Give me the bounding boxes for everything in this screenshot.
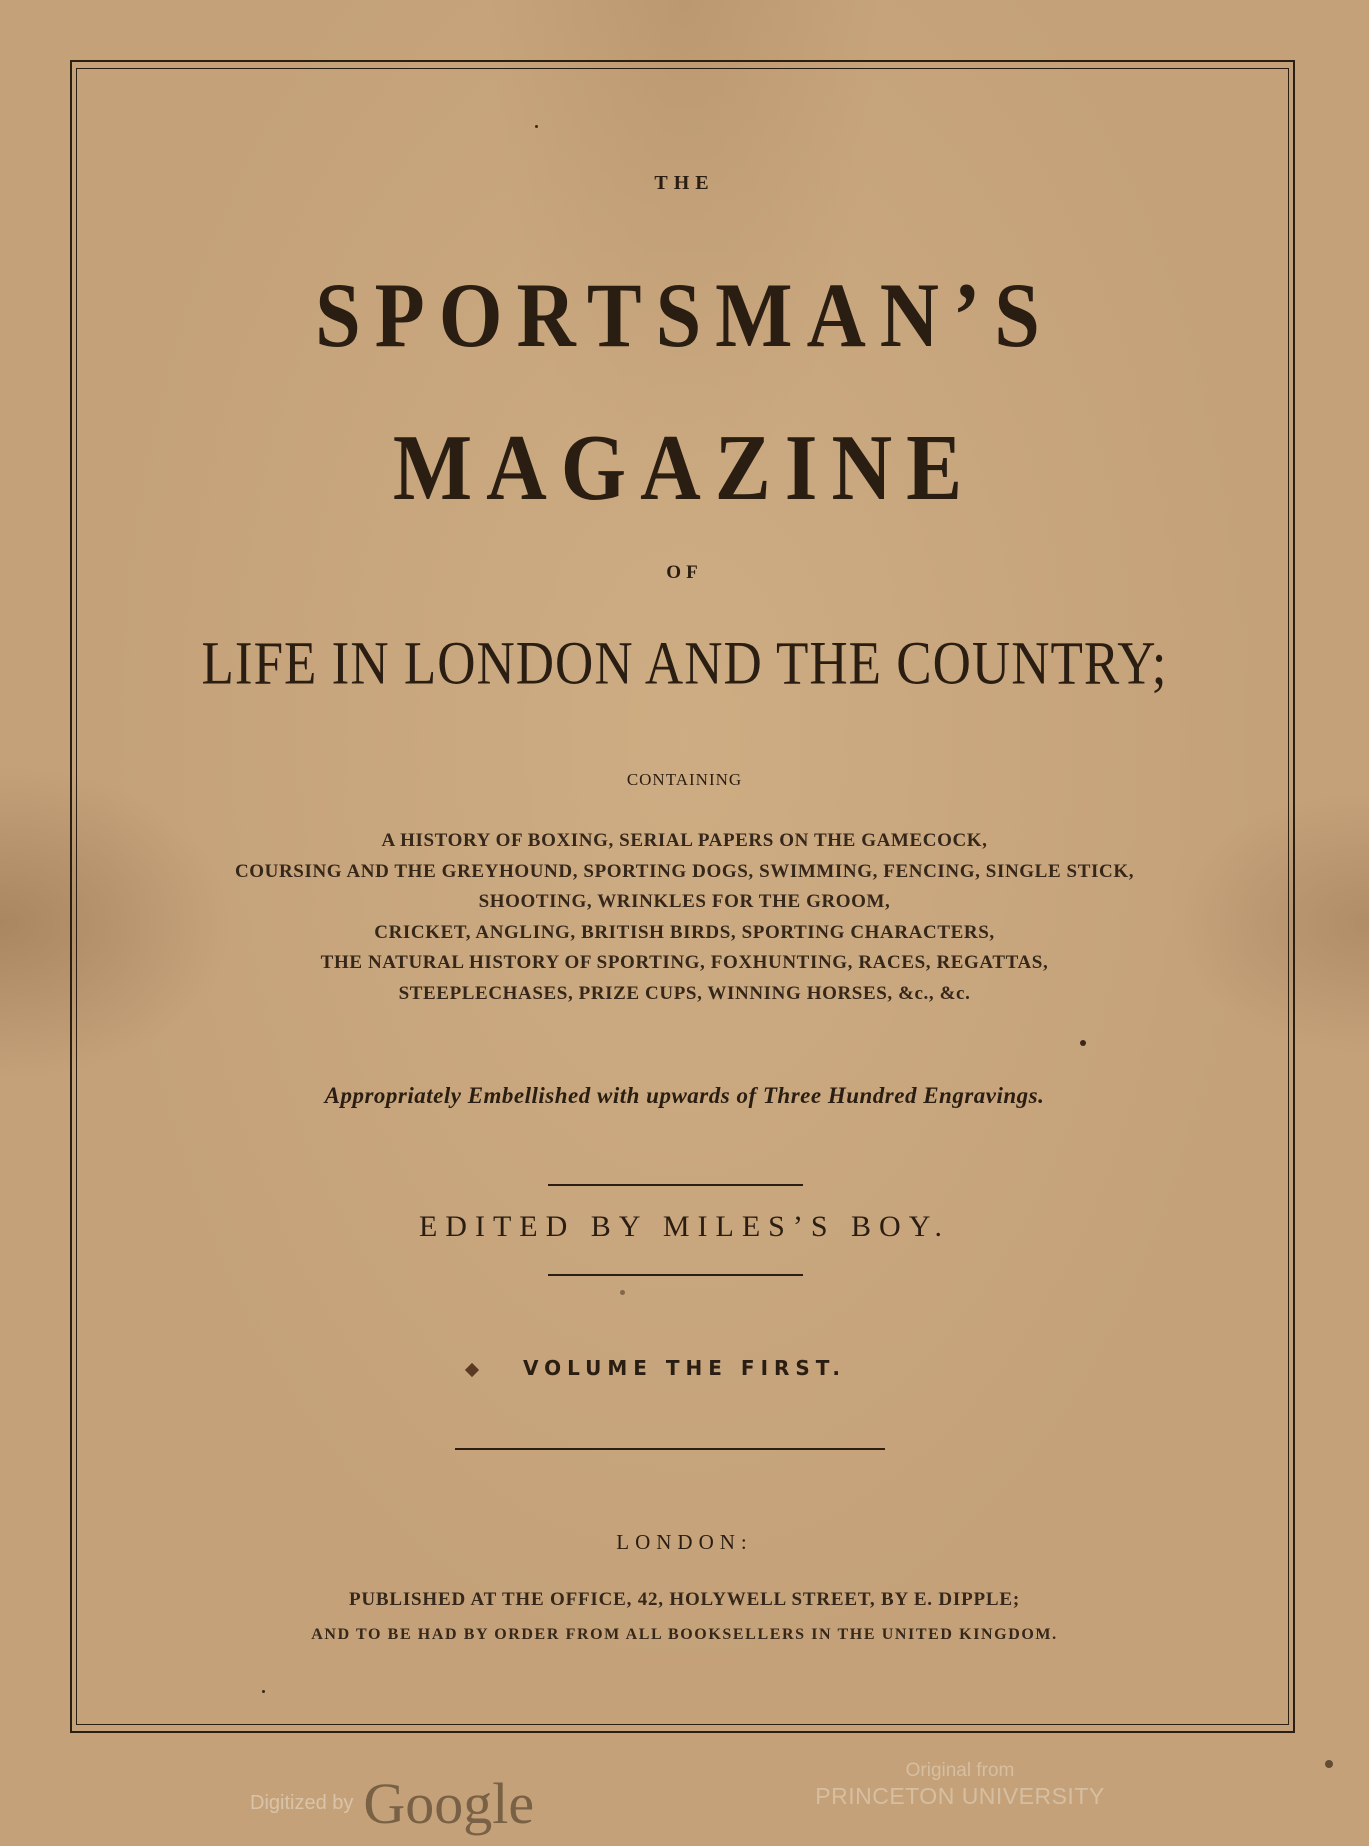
embellishment-note: Appropriately Embellished with upwards of Three Hundred Engravings.: [324, 1083, 1045, 1108]
contents-line: THE NATURAL HISTORY OF SPORTING, FOXHUNTING, RACES, REGATTAS,: [320, 952, 1049, 973]
volume-line: VOLUME THE FIRST.: [522, 1356, 847, 1380]
digitized-by-label: Digitized by: [250, 1792, 354, 1814]
title-line-2: MAGAZINE: [392, 416, 977, 521]
contents-line: STEEPLECHASES, PRIZE CUPS, WINNING HORSES, &c., &c.: [398, 982, 971, 1004]
imprint-place: LONDON:: [616, 1530, 753, 1554]
subtitle: LIFE IN LONDON AND THE COUNTRY;: [201, 630, 1168, 698]
imprint-publisher: PUBLISHED AT THE OFFICE, 42, HOLYWELL STREET, BY E. DIPPLE;: [348, 1589, 1021, 1610]
paper-speck: [535, 125, 538, 128]
contents-list: [0, 826, 1369, 1009]
rule-above-editor: [548, 1184, 803, 1186]
google-logo: Google: [363, 1771, 535, 1836]
paper-speck: [1325, 1760, 1333, 1768]
digitized-watermark: [250, 1770, 534, 1837]
contents-line: COURSING AND THE GREYHOUND, SPORTING DOGS, SWIMMING, FENCING, SINGLE STICK,: [234, 860, 1135, 882]
editor-line: EDITED BY MILES’S BOY.: [418, 1210, 950, 1243]
rule-below-volume: [455, 1448, 885, 1450]
contents-line: CRICKET, ANGLING, BRITISH BIRDS, SPORTING CHARACTERS,: [374, 921, 995, 943]
paper-speck: [262, 1690, 265, 1693]
imprint-sellers: AND TO BE HAD BY ORDER FROM ALL BOOKSELLERS IN THE UNITED KINGDOM.: [311, 1626, 1058, 1643]
original-from-label: Original from: [905, 1760, 1015, 1781]
contents-line: SHOOTING, WRINKLES FOR THE GROOM,: [478, 891, 891, 912]
paper-speck: [1080, 1040, 1086, 1046]
contents-line: A HISTORY OF BOXING, SERIAL PAPERS ON THE GAMECOCK,: [381, 830, 988, 851]
containing-label: CONTAINING: [626, 770, 743, 789]
rule-below-editor: [548, 1274, 803, 1276]
title-of: OF: [666, 562, 703, 583]
title-line-1: SPORTSMAN’S: [315, 264, 1054, 367]
paper-speck: [620, 1290, 625, 1295]
institution-label: PRINCETON UNIVERSITY: [815, 1782, 1105, 1809]
original-from-watermark: [800, 1760, 1120, 1810]
title-article: THE: [654, 172, 715, 194]
